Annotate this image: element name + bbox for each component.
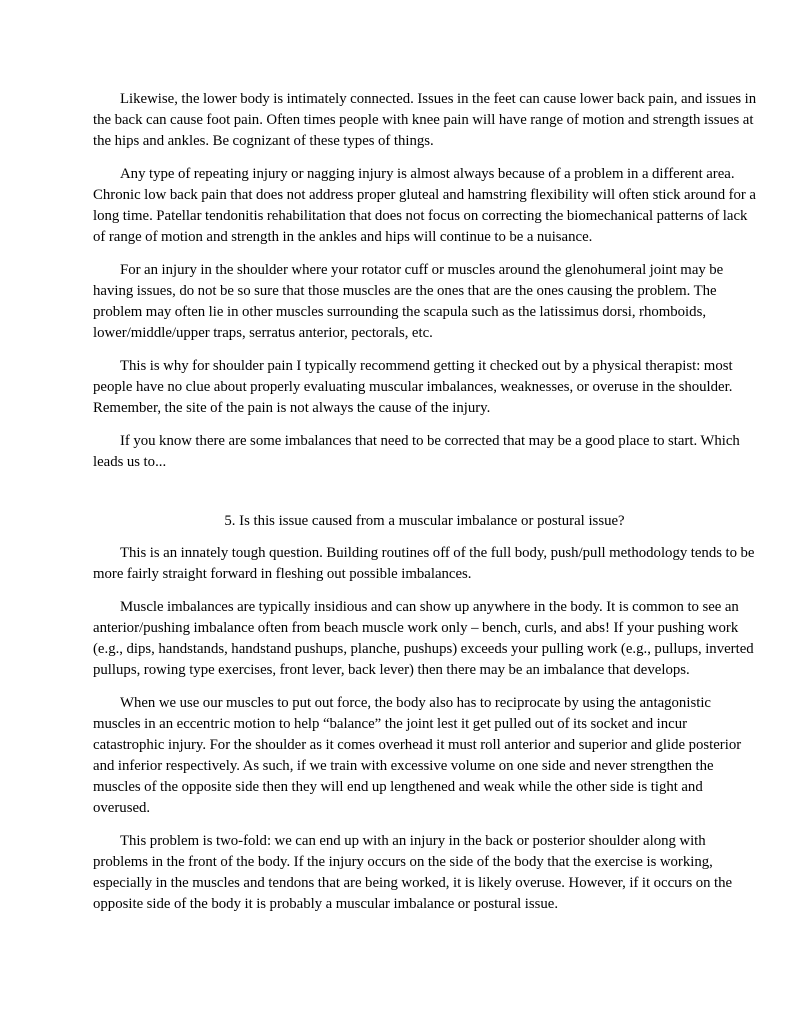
paragraph-two-fold-problem: This problem is two-fold: we can end up with an injury in the back or posterior shoulder along with problems in the front of the body. If the injury occurs on the side of the body that the exercise is working, especially in the muscles and tendons that are being worked, it is likely overuse. However, if it occurs on the opposite side of the body it is probably a muscular imbalance or postural issue. <box>93 833 733 912</box>
paragraph-physical-therapist: This is why for shoulder pain I typically recommend getting it checked out by a physical therapist: most people have no clue about properly evaluating muscular imbalances, weaknesses, or overuse in the shoulder. Remember, the site of the pain is not always the cause of the injury. <box>93 358 733 416</box>
paragraph-repeating-injury: Any type of repeating injury or nagging injury is almost always because of a problem in a different area. Chronic low back pain that does not address proper gluteal and hamstring flexibility will often stick around for a long time. Patellar tendonitis rehabilitation that does not focus on correcting the biomechanical patterns of lack of range of motion and strength in the ankles and hips will continue to be a nuisance. <box>93 166 756 245</box>
paragraph-shoulder-injury: For an injury in the shoulder where your rotator cuff or muscles around the glenohumeral joint may be having issues, do not be so sure that those muscles are the ones that are the ones causing the problem. The problem may often lie in other muscles surrounding the scapula such as the latissimus dorsi, rhomboids, lower/middle/upper traps, serratus anterior, pectorals, etc. <box>93 262 724 341</box>
paragraph-imbalances: If you know there are some imbalances that need to be corrected that may be a good place to start. Which leads us to... <box>93 433 740 470</box>
paragraph-tough-question: This is an innately tough question. Building routines off of the full body, push/pull methodology tends to be more fairly straight forward in fleshing out possible imbalances. <box>93 545 755 582</box>
paragraph-lower-body: Likewise, the lower body is intimately connected. Issues in the feet can cause lower back pain, and issues in the back can cause foot pain. Often times people with knee pain will have range of motion and strength issues at the hips and ankles. Be cognizant of these types of things. <box>93 91 757 149</box>
section-heading: 5. Is this issue caused from a muscular imbalance or postural issue? <box>224 513 625 529</box>
paragraph-antagonistic-muscles: When we use our muscles to put out force, the body also has to reciprocate by using the antagonistic muscles in an eccentric motion to help “balance” the joint lest it get pulled out of its socket and incur catastrophic injury. For the shoulder as it comes overhead it must roll anterior and superior and glide posterior and inferior respectively. As such, if we train with excessive volume on one side and never strengthen the muscles of the opposite side then they will end up lengthened and weak while the other side is tight and overused. <box>93 695 742 816</box>
paragraph-muscle-imbalances: Muscle imbalances are typically insidious and can show up anywhere in the body. It is common to see an anterior/pushing imbalance often from beach muscle work only – bench, curls, and abs! If your pushing work (e.g., dips, handstands, handstand pushups, planche, pushups) exceeds your pulling work (e.g., pullups, inverted pullups, rowing type exercises, front lever, back lever) then there may be an imbalance that develops. <box>93 599 754 678</box>
